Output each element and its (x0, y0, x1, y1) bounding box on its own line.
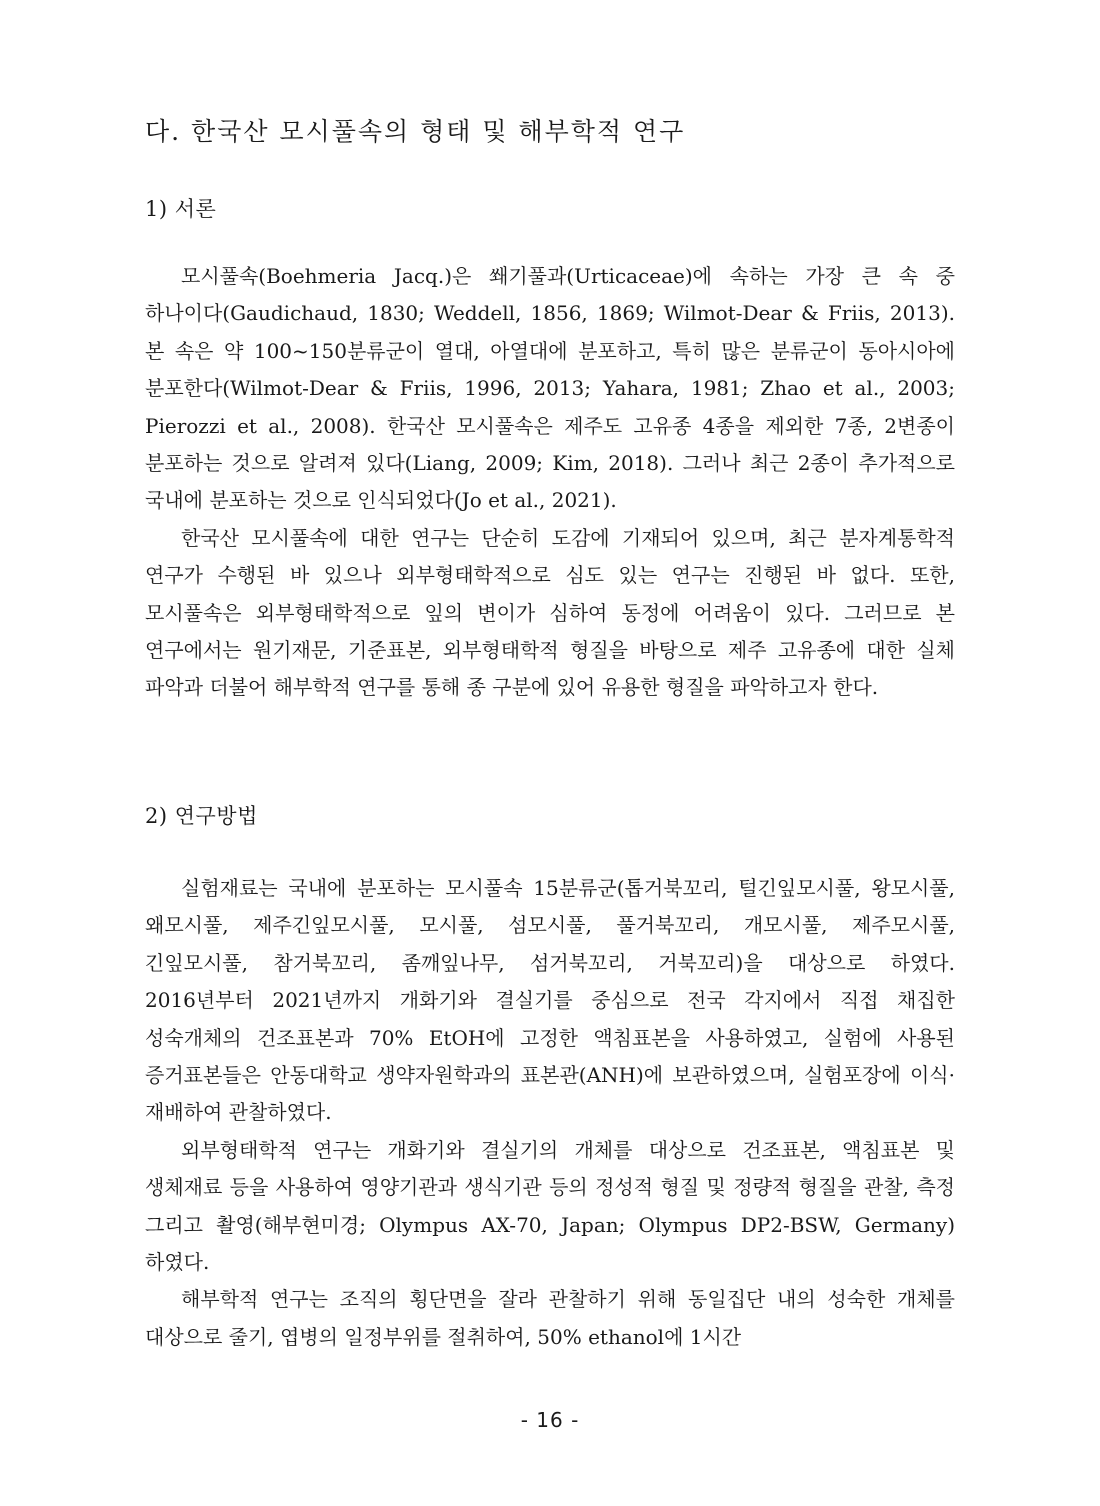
paragraph: 한국산 모시풀속에 대한 연구는 단순히 도감에 기재되어 있으며, 최근 분자계통학적 연구가 수행된 바 있으나 외부형태학적으로 심도 있는 연구는 진행된 바 없다. 또한, 모시풀속은 외부형태학적으로 잎의 변이가 심하여 동정에 어려움이 있다. 그러므로 본 연구에서는 원기재문, 기준표본, 외부형태학적 형질을 바탕으로 제주 고유종에 대한 실체 파악과 더불어 해부학적 연구를 통해 종 구분에 있어 유용한 형질을 파악하고자 한다. (145, 525, 955, 700)
paragraph: 모시풀속(Boehmeria Jacq.)은 쐐기풀과(Urticaceae)에 속하는 가장 큰 속 중 하나이다(Gaudichaud, 1830; Weddell, 1856, 1869; Wilmot-Dear & Friis, 2013). 본 속은 약 100~150분류군이 열대, 아열대에 분포하고, 특히 많은 분류군이 동아시아에 분포한다(Wilmot-Dear & Friis, 1996, 2013; Yahara, 1981; Zhao et al., 2003; Pierozzi et al., 2008). 한국산 모시풀속은 제주도 고유종 4종을 제외한 7종, 2변종이 분포하는 것으로 알려져 있다(Liang, 2009; Kim, 2018). 그러나 최근 2종이 추가적으로 국내에 분포하는 것으로 인식되었다(Jo et al., 2021). (145, 264, 955, 513)
section-heading: 다. 한국산 모시풀속의 형태 및 해부학적 연구 (145, 117, 686, 146)
paragraph: 실험재료는 국내에 분포하는 모시풀속 15분류군(톱거북꼬리, 털긴잎모시풀, 왕모시풀, 왜모시풀, 제주긴잎모시풀, 모시풀, 섬모시풀, 풀거북꼬리, 개모시풀, 제주모시풀, 긴잎모시풀, 참거북꼬리, 좀깨잎나무, 섬거북꼬리, 거북꼬리)을 대상으로 하였다. 2016년부터 2021년까지 개화기와 결실기를 중심으로 전국 각지에서 직접 채집한 성숙개체의 건조표본과 70% EtOH에 고정한 액침표본을 사용하였고, 실험에 사용된 증거표본들은 안동대학교 생약자원학과의 표본관(ANH)에 보관하였으며, 실험포장에 이식·재배하여 관찰하였다. (145, 876, 955, 1125)
page-number: - 16 - (520, 1408, 580, 1432)
subsection-title-methods: 2) 연구방법 (145, 804, 258, 828)
paragraph: 해부학적 연구는 조직의 횡단면을 잘라 관찰하기 위해 동일집단 내의 성숙한 개체를 대상으로 줄기, 엽병의 일정부위를 절취하여, 50% ethanol에 1시간 (145, 1287, 955, 1349)
introduction-body (145, 258, 955, 707)
methods-body (145, 870, 955, 1356)
subsection-title-introduction: 1) 서론 (145, 197, 217, 221)
paragraph: 외부형태학적 연구는 개화기와 결실기의 개체를 대상으로 건조표본, 액침표본 및 생체재료 등을 사용하여 영양기관과 생식기관 등의 정성적 형질 및 정량적 형질을 관찰, 측정 그리고 촬영(해부현미경; Olympus AX-70, Japan; Olympus DP2-BSW, Germany)하였다. (145, 1137, 955, 1275)
